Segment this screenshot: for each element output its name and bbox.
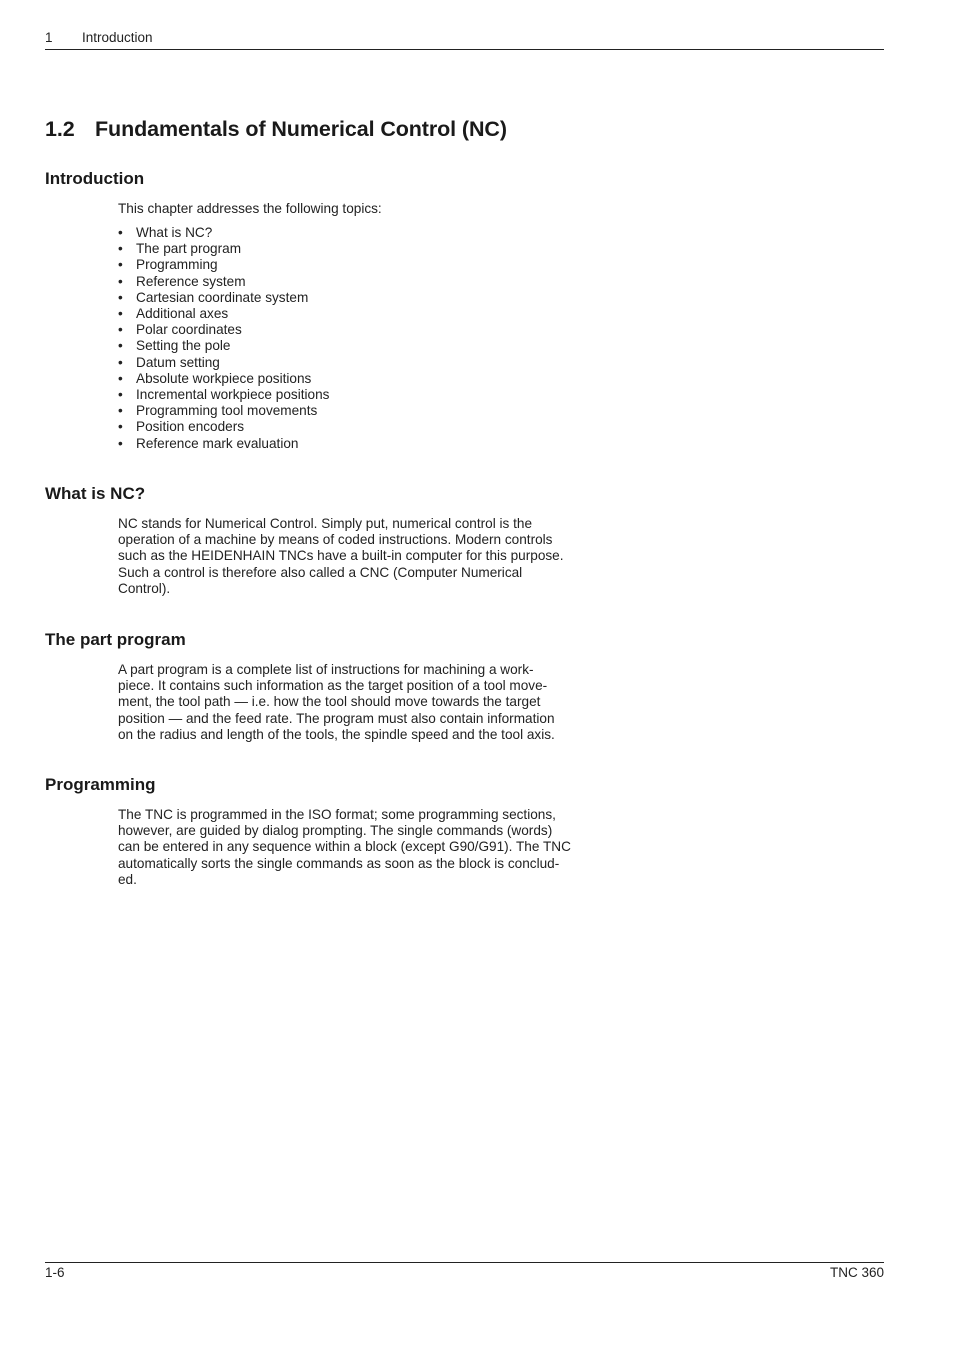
heading-programming: Programming [45, 775, 156, 794]
text-line: Control). [118, 580, 171, 596]
list-item: • Absolute workpiece positions [118, 371, 329, 387]
text-line: ment, the tool path — i.e. how the tool should move towards the target [118, 694, 541, 710]
what-is-nc-paragraph [118, 516, 608, 597]
text-line: NC stands for Numerical Control. Simply put, numerical control is the [118, 516, 533, 531]
page-number: 1-6 [45, 1265, 65, 1280]
introduction-text: This chapter addresses the following topics: [118, 201, 382, 216]
list-item: • The part program [118, 241, 329, 257]
section-title [45, 117, 507, 142]
heading-what-is-nc: What is NC? [45, 484, 146, 503]
header-rule [45, 49, 884, 50]
text-line: such as the HEIDENHAIN TNCs have a built-in computer for this purpose. [118, 548, 564, 564]
header-chapter-number: 1 [45, 30, 53, 45]
list-item: • Programming [118, 257, 329, 273]
programming-paragraph [118, 807, 608, 888]
list-item: • What is NC? [118, 225, 329, 241]
section-number: 1.2 [45, 117, 75, 141]
text-line: A part program is a complete list of instructions for machining a work- [118, 662, 534, 677]
text-line: can be entered in any sequence within a block (except G90/G91). The TNC [118, 839, 571, 855]
product-name: TNC 360 [829, 1265, 884, 1280]
list-item: • Reference system [118, 274, 329, 290]
text-line: position — and the feed rate. The program must also contain information [118, 710, 555, 726]
text-line: however, are guided by dialog prompting. The single commands (words) [118, 823, 553, 839]
list-item: • Programming tool movements [118, 403, 329, 419]
text-line: operation of a machine by means of coded instructions. Modern controls [118, 532, 553, 548]
text-line: automatically sorts the single commands as soon as the block is conclud- [118, 855, 560, 871]
part-program-paragraph [118, 662, 608, 743]
list-item: • Cartesian coordinate system [118, 290, 329, 306]
text-line: on the radius and length of the tools, the spindle speed and the tool axis. [118, 726, 555, 742]
list-item: • Datum setting [118, 355, 329, 371]
section-title-text: Fundamentals of Numerical Control (NC) [95, 117, 507, 141]
list-item: • Setting the pole [118, 338, 329, 354]
text-line: The TNC is programmed in the ISO format; some programming sections, [118, 807, 556, 822]
footer-rule [45, 1262, 884, 1263]
heading-introduction: Introduction [45, 169, 145, 188]
text-line: Such a control is therefore also called a CNC (Computer Numerical [118, 564, 523, 580]
list-item: • Additional axes [118, 306, 329, 322]
list-item: • Reference mark evaluation [118, 436, 329, 452]
running-header [45, 30, 884, 49]
heading-part-program: The part program [45, 630, 186, 649]
text-line: piece. It contains such information as the target position of a tool move- [118, 678, 548, 694]
list-item: • Incremental workpiece positions [118, 387, 329, 403]
text-line: ed. [118, 871, 137, 887]
topics-list [118, 225, 329, 452]
list-item: • Polar coordinates [118, 322, 329, 338]
list-item: • Position encoders [118, 419, 329, 435]
header-chapter-title: Introduction [82, 30, 153, 45]
